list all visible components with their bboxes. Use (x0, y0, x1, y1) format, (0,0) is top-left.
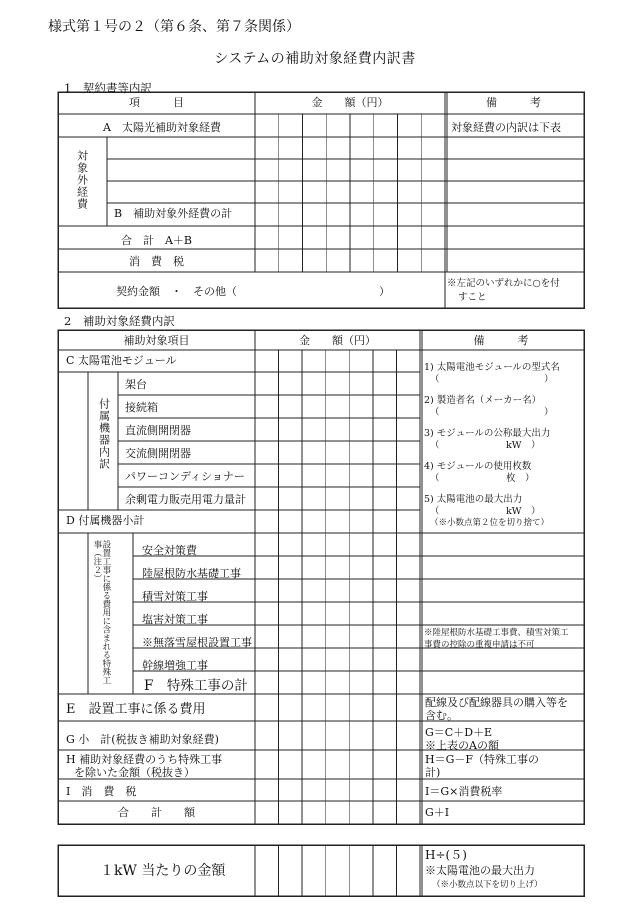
s2-fuzoku-item: パワーコンディショナー (125, 470, 245, 483)
s3-remark-1: H÷(５) (425, 848, 467, 862)
s2-row-g-label: G 小 計(税抜き補助対象経費) (66, 733, 219, 746)
s1-contract-label: 契約金額 ・ その他（ (116, 285, 237, 298)
s2-fuzoku-item: 架台 (125, 378, 147, 391)
s1-total-label: 合 計 A＋B (120, 234, 193, 247)
s2-remark-q: 5) 太陽電池の最大出力 (424, 494, 523, 505)
s2-row-h-remark-2: 計) (425, 766, 441, 779)
s2-row-e-remark-2: 含む。 (425, 709, 458, 722)
s1-col-amount: 金 額（円） (311, 96, 389, 109)
s2-waterproof-note-2: 事費の控除の重複申請は不可 (424, 640, 535, 650)
s2-row-d-label: D 付属機器小計 (66, 514, 145, 527)
s2-remark5-note: （※小数点第２位を切り捨て） (430, 518, 550, 528)
s2-remark-a: （ 枚 ） (430, 473, 535, 484)
s2-row-e-remark-1: 配線及び配線器具の購入等を (425, 696, 568, 709)
s1-row-a-label: A 太陽光補助対象経費 (103, 121, 221, 134)
s2-row-f-label: F 特殊工事の計 (144, 678, 248, 694)
s1-col-item: 項 目 (129, 96, 184, 109)
s3-remark-2: ※太陽電池の最大出力 (425, 864, 535, 877)
s2-fuzoku-item: 接続箱 (125, 401, 158, 414)
s3-label: １kW 当たりの金額 (100, 863, 226, 879)
s2-col-amount: 金 額（円） (299, 334, 376, 347)
s1-contract-note-1: ※左記のいずれかに○を付 (447, 278, 560, 289)
s2-row-g-remark-2: ※上表のAの額 (425, 739, 499, 752)
s1-col-remarks: 備 考 (486, 96, 541, 109)
s1-contract-close: ） (379, 285, 390, 298)
s1-row-b-label: B 補助対象外経費の計 (114, 207, 233, 220)
s1-tax-label: 消 費 税 (129, 255, 184, 268)
s3-remark-3: （※小数点以下を切り上げ） (432, 880, 543, 890)
s2-row-h-remark-1: H＝G－F（特殊工事の (425, 753, 540, 766)
s2-row-c-label: C 太陽電池モジュール (66, 354, 177, 367)
s1-side-label: 対象外経費 (75, 150, 89, 210)
s2-row-h-label-2: を除いた金額（税抜き） (74, 766, 195, 779)
s2-special-item: 幹線増強工事 (142, 659, 208, 672)
s2-row-e-label: E 設置工事に係る費用 (66, 702, 206, 717)
s2-special-item: 塩害対策工事 (142, 613, 208, 626)
s2-special-item: 陸屋根防水基礎工事 (142, 567, 241, 580)
s2-remark-q: 2) 製造者名（メーカー名） (424, 395, 542, 406)
s2-special-item: 積雪対策工事 (142, 590, 208, 603)
form-number: 様式第１号の２（第６条、第７条関係） (48, 19, 300, 35)
s2-total-label: 合 計 額 (118, 806, 195, 819)
s2-fuzoku-item: 交流側開閉器 (125, 447, 191, 460)
s2-remark-a: （ ） (430, 407, 554, 418)
s2-row-i-remark: I＝G×消費税率 (425, 785, 503, 798)
s2-remark-q: 1) 太陽電池モジュールの型式名 (424, 362, 560, 373)
s2-col-item: 補助対象項目 (123, 334, 190, 347)
s2-remark-a: （ ） (430, 374, 554, 385)
section1-heading: 1 契約書等内訳 (64, 81, 152, 95)
s1-contract-note-2: すこと (458, 292, 487, 303)
s1-row-a-remark: 対象経費の内訳は下表 (451, 121, 561, 134)
s2-total-remark: G＋I (425, 806, 450, 819)
s2-col-remarks: 備 考 (473, 334, 529, 347)
s2-waterproof-note-1: ※陸屋根防水基礎工事費、積雪対策工 (424, 628, 569, 638)
s2-special-item: 安全対策費 (142, 544, 197, 557)
s2-row-g-remark-1: G＝C＋D＋E (425, 726, 493, 739)
section2-heading: 2 補助対象経費内訳 (64, 314, 175, 328)
s2-fuzoku-item: 余剰電力販売用電力量計 (125, 493, 246, 506)
s2-row-h-label-1: H 補助対象経費のうち特殊工事 (66, 753, 223, 766)
s2-fuzoku-label: 付属機器内訳 (97, 398, 111, 470)
s2-remark-a: （ kW ） (430, 506, 541, 517)
s2-fuzoku-item: 直流側開閉器 (125, 424, 191, 437)
s2-special-label: 設置工事に係る費用に含まれる特殊工事（注２） (91, 540, 111, 685)
s2-row-i-label: I 消 費 税 (66, 785, 137, 798)
s2-remark-q: 4) モジュールの使用枚数 (424, 461, 532, 472)
s2-special-item: ※無落雪屋根設置工事 (142, 636, 252, 649)
document-title: システムの補助対象経費内訳書 (214, 51, 416, 67)
s2-remark-a: （ kW ） (430, 440, 541, 451)
s2-remark-q: 3) モジュールの公称最大出力 (424, 428, 551, 439)
